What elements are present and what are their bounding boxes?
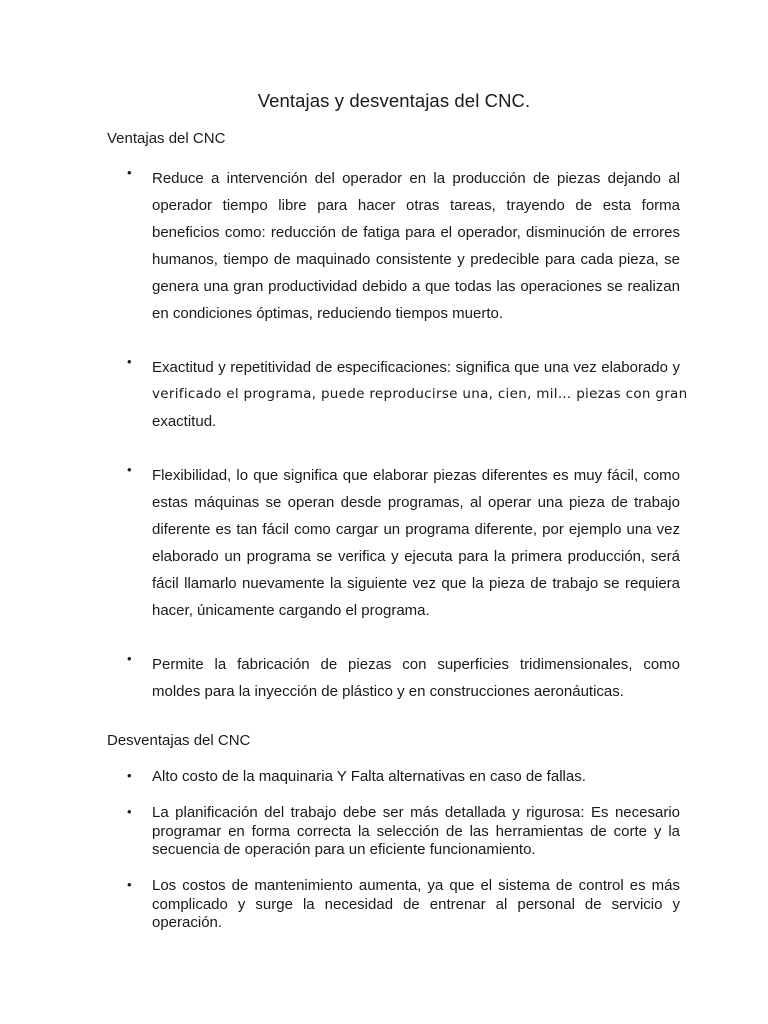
text-line: Los costos de mantenimiento aumenta, ya que el sistema de control es más bbox=[152, 877, 680, 894]
advantage-text-3 bbox=[152, 462, 680, 624]
bullet-icon: • bbox=[127, 804, 132, 819]
text-line: Exactitud y repetitividad de especificaciones: significa que una vez elaborado y bbox=[152, 359, 680, 376]
disadvantage-text-3 bbox=[152, 877, 680, 933]
text-line: Reduce a intervención del operador en la producción de piezas dejando al bbox=[152, 170, 680, 187]
text-line: hacer, únicamente cargando el programa. bbox=[152, 602, 430, 619]
bullet-icon: • bbox=[127, 768, 132, 783]
disadvantages-heading: Desventajas del CNC bbox=[107, 732, 251, 749]
advantages-heading: Ventajas del CNC bbox=[107, 130, 226, 147]
text-line: fácil llamarlo nuevamente la siguiente vez que la pieza de trabajo se requiera bbox=[152, 575, 680, 592]
text-line: elaborado un programa se verifica y ejecuta para la primera producción, será bbox=[152, 548, 680, 565]
text-line: beneficios como: reducción de fatiga para el operador, disminución de errores bbox=[152, 224, 680, 241]
text-line: moldes para la inyección de plástico y en construcciones aeronáuticas. bbox=[152, 683, 624, 700]
text-line: complicado y surge la necesidad de entrenar al personal de servicio y bbox=[152, 895, 680, 913]
text-line: operación. bbox=[152, 914, 223, 931]
text-line: estas máquinas se operan desde programas, al operar una pieza de trabajo bbox=[152, 494, 680, 511]
text-line: en condiciones óptimas, reduciendo tiempos muerto. bbox=[152, 305, 504, 322]
text-line: Flexibilidad, lo que significa que elaborar piezas diferentes es muy fácil, como bbox=[152, 467, 680, 484]
bullet-icon: • bbox=[127, 354, 132, 369]
disadvantage-text-2 bbox=[152, 804, 680, 860]
text-line: exactitud. bbox=[152, 413, 217, 430]
advantage-text-1 bbox=[152, 165, 680, 327]
text-line: operador tiempo libre para hacer otras tareas, trayendo de esta forma bbox=[152, 197, 680, 214]
text-line: verificado el programa, puede reproducirse una, cien, mil… piezas con gran bbox=[152, 386, 688, 402]
text-line: secuencia de operación para un eficiente funcionamiento. bbox=[152, 841, 536, 858]
text-line: Permite la fabricación de piezas con superficies tridimensionales, como bbox=[152, 656, 680, 673]
bullet-icon: • bbox=[127, 462, 132, 477]
text-line: La planificación del trabajo debe ser más detallada y rigurosa: Es necesario bbox=[152, 804, 680, 821]
text-line: Alto costo de la maquinaria Y Falta alternativas en caso de fallas. bbox=[152, 768, 586, 785]
bullet-icon: • bbox=[127, 651, 132, 666]
text-line: genera una gran productividad debido a que todas las operaciones se realizan bbox=[152, 278, 680, 295]
disadvantage-text-1 bbox=[152, 768, 680, 787]
bullet-icon: • bbox=[127, 165, 132, 180]
text-line: humanos, tiempo de maquinado consistente y predecible para cada pieza, se bbox=[152, 251, 680, 268]
text-line: diferente es tan fácil como cargar un programa diferente, por ejemplo una vez bbox=[152, 521, 680, 538]
advantage-text-4 bbox=[152, 651, 680, 705]
page-title: Ventajas y desventajas del CNC. bbox=[257, 90, 531, 111]
text-line: programar en forma correcta la selección de las herramientas de corte y la bbox=[152, 822, 680, 840]
advantage-text-2 bbox=[152, 354, 688, 435]
bullet-icon: • bbox=[127, 877, 132, 892]
